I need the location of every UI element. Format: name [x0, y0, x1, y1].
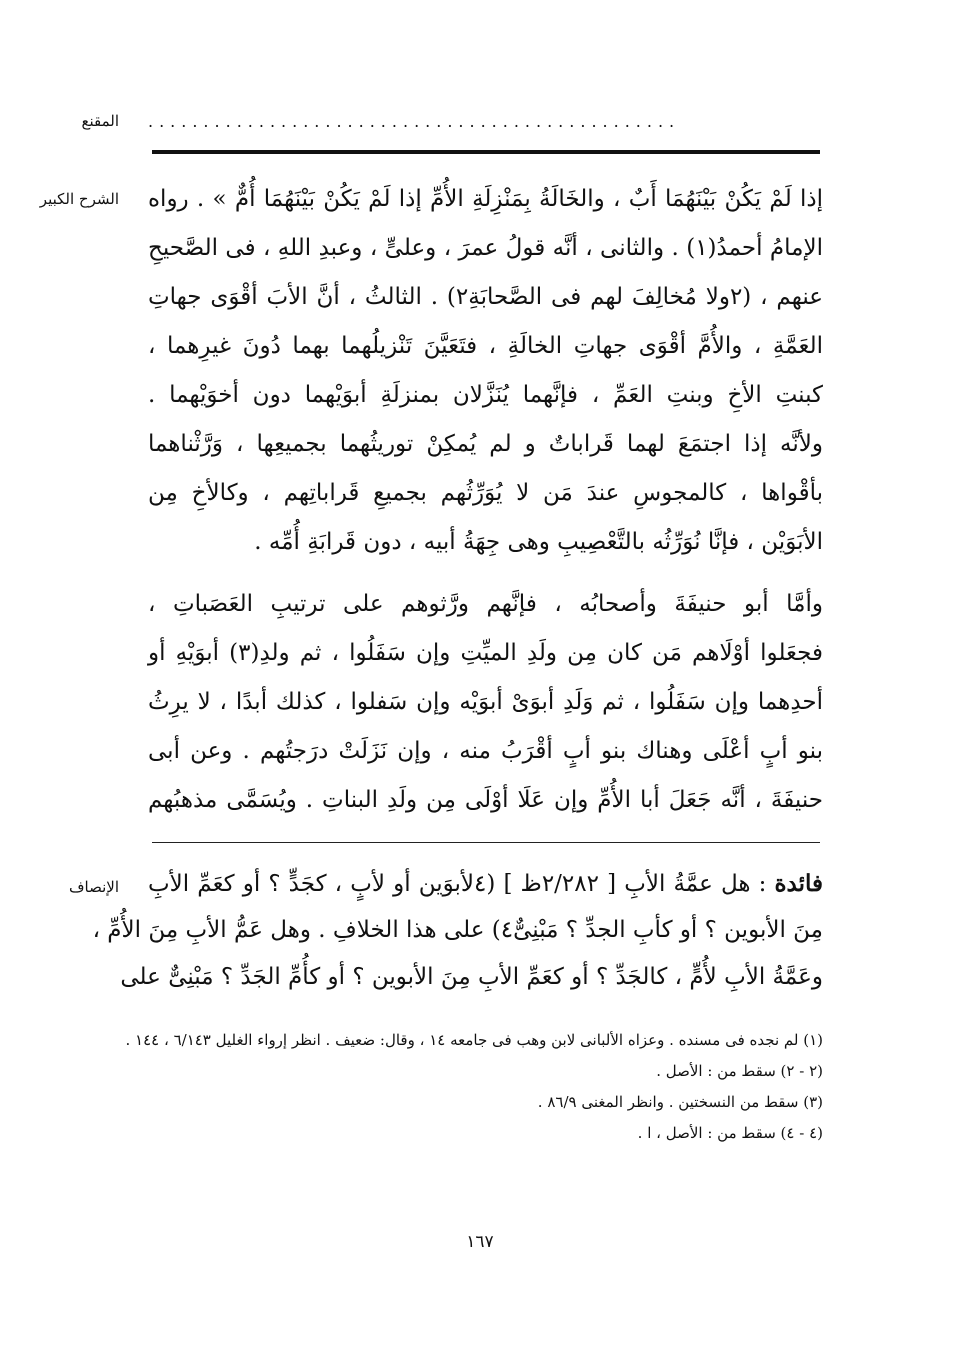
side-label-insaf: الإنصاف	[68, 878, 119, 896]
header-dot-leader: ................................................	[148, 112, 681, 131]
text-line: بنو أبٍ أعْلَى وهناك بنو أبٍ أقْرَبُ منه ، وإن نَزَلَتْ درَجتُهم . وعن أبى	[148, 738, 823, 764]
side-label-sharh: الشرح الكبير	[39, 190, 119, 208]
footnote: (٤ - ٤) سقط من : الأصل ، ا .	[637, 1124, 823, 1142]
footnote: (٣) سقط من النسختين . وانظر المغنى ٨٦/٩ .	[537, 1093, 823, 1111]
text-line: العَمَّةِ ، والأُمَّ أقْوَى جهاتِ الخالَةِ ، فتَعَيَّنَ تَنْزيلُهما بهما دُونَ غيرِهما ،	[148, 333, 823, 359]
text-line: إذا لَمْ يَكُنْ بَيْنَهُمَا أَبٌ ، والخَالَةُ بِمَنْزِلَةِ الأُمِّ إذا لَمْ يَكُنْ بَيْنَهُمَا أُمٌّ » . رواه	[148, 186, 823, 212]
sharh-text-block	[148, 175, 823, 567]
footnote: (٢ - ٢) سقط من : الأصل .	[656, 1062, 823, 1080]
text-line: وعَمَّةُ الأبِ لأُمٍّ ، كالجَدِّ ؟ أو كعَمِّ الأبِ مِنَ الأبوين ؟ أو كأُمِّ الجَدِّ ؟ مَبْنِىٌّ على	[120, 964, 823, 990]
section-divider	[152, 842, 820, 843]
text-line	[148, 860, 823, 907]
text-line: فجعَلوا أوْلَاهم مَن كان مِن ولَدِ الميِّتِ وإن سَفَلُوا ، ثم ولدِ(٣) أبوَيْهِ أو	[148, 640, 823, 666]
paragraph-two	[148, 580, 823, 825]
footnotes	[125, 1025, 823, 1149]
text-line: بأقْواها ، كالمجوسِ عندَ مَن لا يُوَرِّثُهم بجميعِ قَراباتِهم ، وكالأخِ مِن	[148, 480, 823, 506]
faida-line-rest: : هل عمَّةُ الأبِ [ ٢/٢٨٢ظ ] (٤لأبوَين أو لأبٍ ، كجَدٍّ ؟ أو كعَمِّ الأبِ	[148, 871, 775, 897]
text-line: أحدِهما وإن سَفَلُوا ، ثم وَلَدِ أبوَىْ أبوَيْه وإن سَفلوا ، كذلك أبدًا ، لا يرِثُ	[148, 689, 823, 715]
text-line: مِنَ الأبوين ؟ أو كأبِ الجدِّ ؟ مَبْنِىٌّ٤) على هذا الخلافِ . وهل عَمُّ الأبِ مِنَ الأُمِّ ،	[92, 917, 823, 943]
footnote: (١) لم نجده فى مسنده . وعزاه الألبانى لابن وهب فى جامعه ١٤ ، وقال: ضعيف . انظر إرواء الغليل ٦/١٤٣ ، ١٤٤ .	[125, 1031, 823, 1049]
faida-keyword: فائدة	[774, 870, 824, 897]
header-rule	[152, 150, 820, 154]
text-line: الأبَوَيْن ، فإنَّا نُوَرِّثُه بالتَّعْصِيبِ وهى جِهَةُ أبيه ، دون قَرابَةِ أُمِّه .	[254, 529, 823, 555]
text-line: حنيفَةَ ، أنَّه جَعَلَ أبا الأُمِّ وإن عَلَا أوْلَى مِن ولَدِ البناتِ . ويُسَمَّى مذهبُهم	[148, 787, 823, 813]
text-line: ولأنَّه إذا اجتمَعَ لهما قَراباتٌ و لم يُمكِنْ توريثُهما بجميعِها ، وَرَّثْناهما	[148, 431, 823, 457]
text-line: كبنتِ الأخِ وبنتِ العَمِّ ، فإنَّهما يُنَزَّلان بمنزلَةِ أبوَيْهما دون أخوَيْهما .	[148, 382, 823, 408]
running-title: المقنع	[81, 112, 119, 130]
text-line: وأمَّا أبو حنيفَةَ وأصحابُه ، فإنَّهم ورَّثوهم على ترتيبِ العَصَباتِ ،	[148, 591, 823, 617]
page-number: ١٦٧	[466, 1232, 494, 1252]
text-line: عنهم ، (٢ولا مُخالِفَ لهم فى الصَّحابَةِ٢) . الثالثُ ، أنَّ الأبَ أقْوَى جهاتِ	[148, 284, 823, 310]
text-line: الإمامُ أحمدُ(١) . والثانى ، أنَّه قولُ عمرَ ، وعلىٍّ ، وعبدِ اللهِ ، فى الصَّحيحِ	[148, 235, 823, 261]
